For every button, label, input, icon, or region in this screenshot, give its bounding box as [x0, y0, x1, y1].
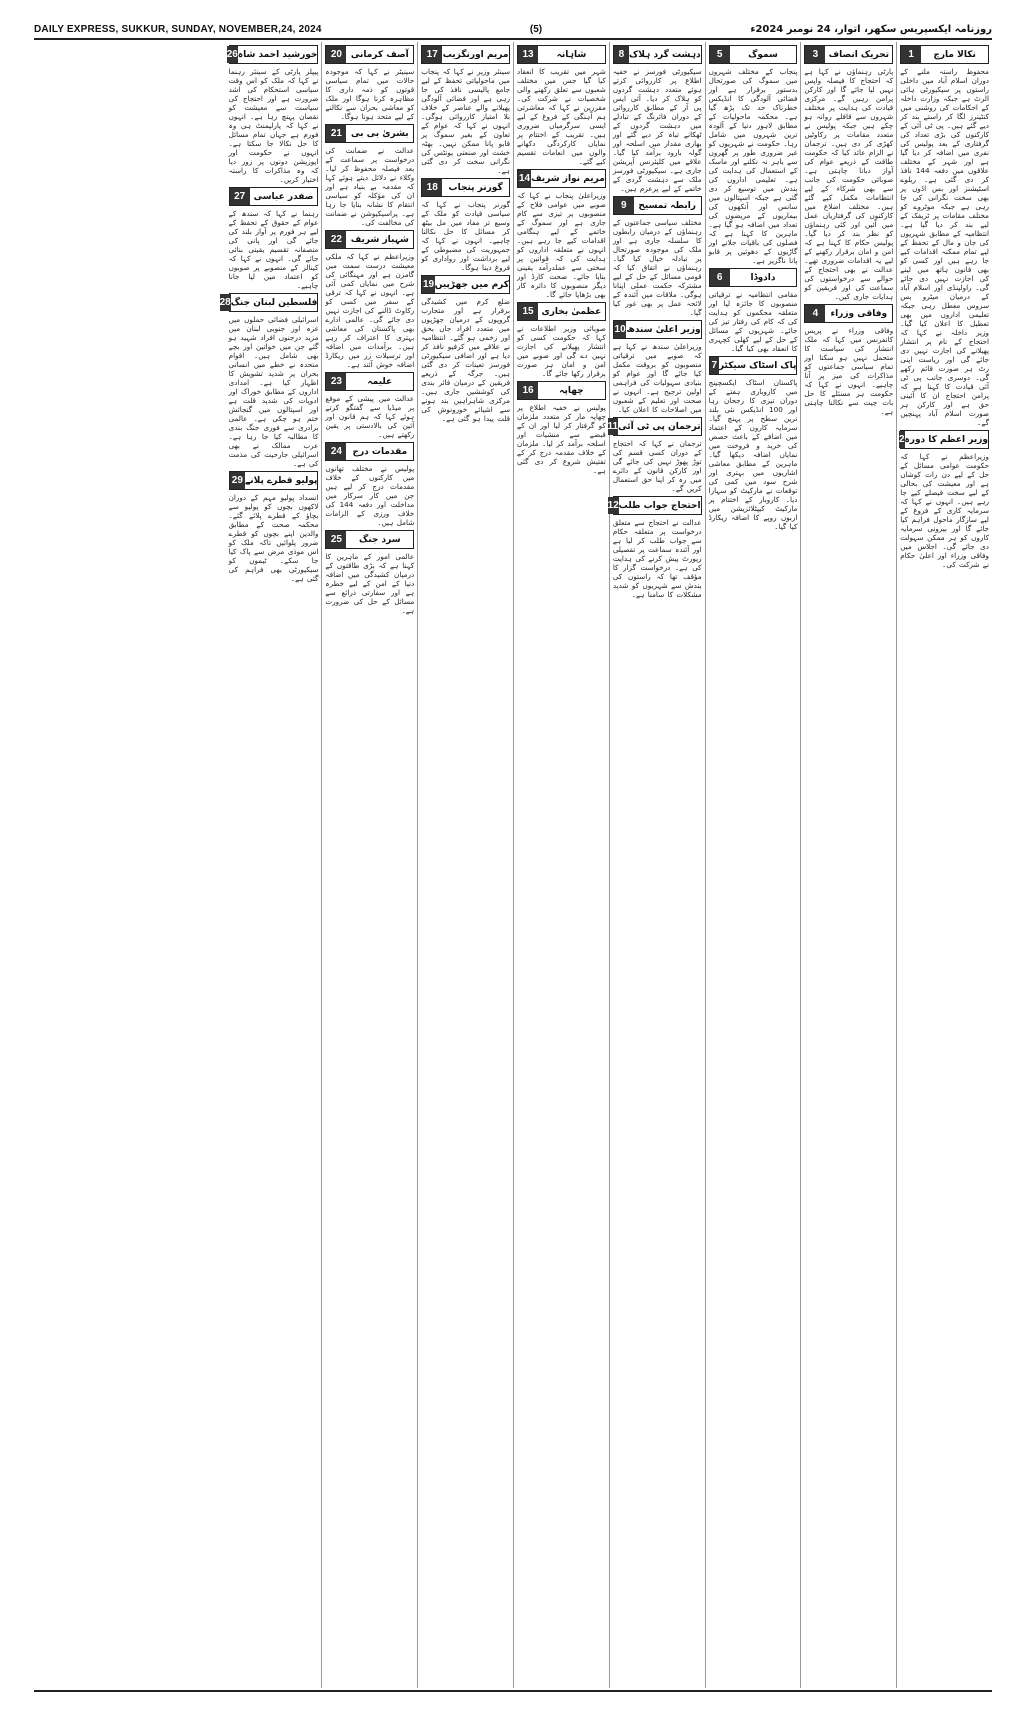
story-number-badge: 11	[608, 418, 619, 435]
story-number-badge: 20	[326, 46, 346, 63]
story-number-badge: 25	[326, 531, 346, 548]
story-title: چھاپہ	[559, 385, 584, 396]
header-english-dateline: DAILY EXPRESS, SUKKUR, SUNDAY, NOVEMBER,24, 2024	[34, 23, 322, 35]
story-title: وزیر اعلیٰ سندھ	[626, 324, 701, 335]
column-6	[417, 42, 513, 1688]
story-body-text: پولیس نے خفیہ اطلاع پر چھاپہ مار کر متعدد ملزمان کو گرفتار کر لیا اور ان کے قبضے سے منشیات اور اسلحہ برآمد کر لیا۔ ملزمان کے خلاف مقدمہ درج کر کے تفتیش شروع کر دی گئی ہے۔	[517, 403, 606, 475]
story-body-text: صوبائی وزیر اطلاعات نے کہا کہ حکومت کسی کو انتشار پھیلانے کی اجازت نہیں دے گی اور صوبے میں امن و امان ہر صورت برقرار رکھا جائے گا۔	[517, 324, 606, 378]
story-heading	[804, 45, 893, 64]
story-heading	[229, 471, 319, 490]
story-heading	[709, 268, 798, 287]
story-heading	[325, 530, 414, 549]
story-body-text: ضلع کرم میں کشیدگی برقرار ہے اور متحارب گروپوں کے درمیان جھڑپوں میں متعدد افراد جاں بحق اور زخمی ہو گئے۔ انتظامیہ نے علاقے میں کرفیو نافذ کر دیا ہے اور اضافی سیکیورٹی فورسز تعینات کر دی گئی ہیں۔ جرگہ کے ذریعے فریقین کے درمیان فائر بندی کی کوششیں جاری ہیں۔ مرکزی شاہراہیں بند ہونے سے اشیائے خورونوش کی قلت پیدا ہو گئی ہے۔	[421, 297, 511, 423]
column-4	[609, 42, 705, 1688]
story-title: شہباز شریف	[350, 234, 409, 245]
story-body-text: وزیراعلیٰ پنجاب نے کہا کہ صوبے میں عوامی فلاح کے منصوبوں پر تیزی سے کام جاری ہے اور سموگ کے خاتمے کے لیے ہنگامی اقدامات کیے جا رہے ہیں۔ انہوں نے متعلقہ اداروں کو ہدایت کی کہ قوانین پر سختی سے عملدرآمد یقینی بنایا جائے۔ صحت کارڈ اور دیگر منصوبوں کا دائرہ کار بھی بڑھایا جائے گا۔	[517, 191, 606, 299]
story-title: عظمیٰ بخاری	[541, 306, 602, 317]
story-heading	[421, 45, 510, 64]
story-heading	[517, 45, 606, 64]
story-heading	[517, 381, 606, 400]
story-number-badge: 27	[230, 188, 250, 205]
column-8	[219, 42, 322, 1688]
story-number-badge: 6	[710, 269, 730, 286]
story-body-text: پولیس نے مختلف تھانوں میں کارکنوں کے خلاف مقدمات درج کر لیے ہیں جن میں کار سرکار میں مداخلت اور دفعہ 144 کی خلاف ورزی کے الزامات شامل ہیں۔	[325, 464, 415, 527]
story-body-text: شہر میں تقریب کا انعقاد کیا گیا جس میں مختلف شعبوں سے تعلق رکھنے والی شخصیات نے شرکت کی۔ مقررین نے کہا کہ معاشرتی ہم آہنگی کے فروغ کے لیے ایسی سرگرمیاں ضروری ہیں۔ تقریب کے اختتام پر نمایاں کارکردگی دکھانے والوں میں انعامات تقسیم کیے گئے۔	[517, 67, 606, 166]
story-heading	[804, 304, 893, 323]
story-title: پولیو قطرے پلانے	[245, 475, 318, 486]
story-number-badge: 5	[710, 46, 730, 63]
story-heading	[900, 430, 989, 449]
story-number-badge: 19	[422, 276, 435, 293]
story-heading	[325, 442, 414, 461]
story-number-badge: 26	[227, 46, 238, 63]
story-number-badge: 14	[518, 170, 531, 187]
story-body-text: پیپلز پارٹی کے سینئر رہنما نے کہا کہ ملک کو اس وقت سیاسی استحکام کی اشد ضرورت ہے اور احتجاج کی سیاست سے معیشت کو نقصان پہنچ رہا ہے۔ انہوں نے کہا کہ پارلیمنٹ ہی وہ فورم ہے جہاں تمام مسائل کا حل نکالا جا سکتا ہے۔ انہوں نے حکومت اور اپوزیشن دونوں پر زور دیا کہ وہ مذاکرات کا راستہ اختیار کریں۔	[228, 67, 319, 184]
story-body-text: وزیراعلیٰ سندھ نے کہا ہے کہ صوبے میں ترقیاتی منصوبوں کو بروقت مکمل کیا جائے گا اور عوام کو بنیادی سہولیات کی فراہمی اولین ترجیح ہے۔ انہوں نے صحت اور تعلیم کے شعبوں میں اصلاحات کا اعلان کیا۔	[612, 342, 702, 414]
story-number-badge: 10	[614, 321, 627, 338]
story-number-badge: 2	[899, 431, 905, 448]
story-body-text: سینیٹر نے کہا کہ موجودہ حالات میں تمام سیاسی قوتوں کو ذمہ داری کا مظاہرہ کرنا ہوگا اور ملک کو معاشی بحران سے نکالنے کے لیے متحد ہونا ہوگا۔	[325, 67, 415, 121]
story-title: مریم نواز شریف	[531, 173, 605, 184]
story-heading	[325, 45, 414, 64]
column-3	[705, 42, 801, 1688]
story-heading	[325, 230, 414, 249]
story-heading	[325, 372, 414, 391]
story-body-text: انسداد پولیو مہم کے دوران لاکھوں بچوں کو پولیو سے بچاؤ کے قطرے پلائے گئے۔ محکمہ صحت کے مطابق والدین اپنے بچوں کو قطرے ضرور پلوائیں تاکہ ملک کو اس موذی مرض سے پاک کیا جا سکے۔ ٹیموں کو سیکیورٹی بھی فراہم کی گئی ہے۔	[228, 493, 319, 583]
story-heading	[219, 293, 319, 312]
story-title: گورنر پنجاب	[448, 182, 503, 193]
story-number-badge: 8	[614, 46, 629, 63]
story-title: احتجاج جواب طلب	[618, 500, 701, 511]
story-number-badge: 16	[518, 382, 538, 399]
story-heading	[613, 320, 702, 339]
story-heading	[226, 45, 319, 64]
story-body-text: سیکیورٹی فورسز نے خفیہ اطلاع پر کارروائی کرتے ہوئے متعدد دہشت گردوں کو ہلاک کر دیا۔ آئی ایس پی آر کے مطابق کارروائی کے دوران فائرنگ کے تبادلے میں دہشت گردوں کے ٹھکانے تباہ کر دیے گئے اور بھاری مقدار میں اسلحہ اور گولہ بارود برآمد کیا گیا۔ علاقے میں کلیئرنس آپریشن جاری ہے۔ سیکیورٹی فورسز ملک سے دہشت گردی کے خاتمے کے لیے پرعزم ہیں۔	[612, 67, 702, 193]
story-heading	[325, 124, 414, 143]
story-number-badge: 13	[518, 46, 538, 63]
story-title: مقدمات درج	[352, 446, 408, 457]
story-heading	[229, 187, 319, 206]
story-number-badge: 24	[326, 443, 346, 460]
story-heading	[709, 356, 798, 375]
story-number-badge: 7	[710, 357, 719, 374]
story-heading	[607, 417, 702, 436]
story-number-badge: 9	[614, 197, 634, 214]
story-body-text: سینئر وزیر نے کہا کہ پنجاب میں ماحولیاتی تحفظ کے لیے جامع پالیسی نافذ کی جا رہی ہے اور فضائی آلودگی پھیلانے والے عناصر کے خلاف بلا امتیاز کارروائی ہوگی۔ انہوں نے کہا کہ عوام کے تعاون کے بغیر سموگ پر قابو پانا ممکن نہیں۔ بھٹہ خشت اور صنعتی یونٹس کی نگرانی سخت کر دی گئی ہے۔	[421, 67, 511, 175]
story-title: سموگ	[748, 49, 778, 60]
story-number-badge: 18	[422, 179, 442, 196]
column-7	[321, 42, 417, 1688]
story-body-text: اسرائیلی فضائی حملوں میں غزہ اور جنوبی لبنان میں مزید درجنوں افراد شہید ہو گئے جن میں خواتین اور بچے بھی شامل ہیں۔ اقوام متحدہ نے خطے میں انسانی بحران پر شدید تشویش کا اظہار کیا ہے۔ امدادی اداروں کے مطابق خوراک اور ادویات کی شدید قلت ہے اور اسپتالوں میں گنجائش ختم ہو چکی ہے۔ عالمی برادری سے فوری جنگ بندی کا مطالبہ کیا جا رہا ہے۔ عرب ممالک نے بھی اسرائیلی جارحیت کی مذمت کی ہے۔	[228, 315, 319, 468]
story-body-text: مختلف سیاسی جماعتوں کے رہنماؤں کے درمیان رابطوں کا سلسلہ جاری ہے اور ملک کی موجودہ صورتحال پر تبادلہ خیال کیا گیا۔ رہنماؤں نے اتفاق کیا کہ قومی مسائل کے حل کے لیے مشترکہ حکمت عملی اپنانا ہوگی۔ ملاقات میں آئندہ کے لائحہ عمل پر بھی غور کیا گیا۔	[612, 218, 702, 317]
story-body-text: پارٹی رہنماؤں نے کہا ہے کہ احتجاج کا فیصلہ واپس نہیں لیا جائے گا اور کارکن پرامن رہیں گے۔ مرکزی قیادت کی ہدایت پر مختلف شہروں سے قافلے روانہ ہو چکے ہیں جبکہ پولیس نے متعدد مقامات پر رکاوٹیں کھڑی کر دی ہیں۔ ترجمان نے الزام عائد کیا کہ حکومت طاقت کے ذریعے عوام کی آواز دبانا چاہتی ہے۔ صوبائی حکومت کی جانب سے بھی شرکاء کے لیے انتظامات مکمل کیے گئے ہیں۔ مختلف اضلاع میں کارکنوں کی گرفتاریاں عمل میں آئیں اور کئی رہنماؤں کو نظر بند کر دیا گیا۔ پولیس حکام کا کہنا ہے کہ امن و امان برقرار رکھنے کے لیے یہ اقدامات ضروری تھے۔ عدالت نے بھی احتجاج کے حوالے سے درخواستوں کی سماعت کی اور فریقین کو ہدایات جاری کیں۔	[804, 67, 894, 301]
story-body-text: عدالت میں پیشی کے موقع پر میڈیا سے گفتگو کرتے ہوئے کہا کہ ہم قانون اور آئین کی بالادستی پر یقین رکھتے ہیں۔	[325, 394, 415, 439]
story-heading	[517, 169, 606, 188]
story-number-badge: 22	[326, 231, 346, 248]
bottom-rule	[34, 1690, 992, 1692]
story-title: دہشت گرد ہلاک	[628, 49, 701, 60]
story-number-badge: 23	[326, 373, 346, 390]
story-title: دادوڈا	[750, 272, 776, 283]
story-number-badge: 17	[422, 46, 442, 63]
story-title: بشریٰ بی بی	[351, 128, 409, 139]
story-title: علیمہ	[367, 376, 393, 387]
story-body-text: گورنر پنجاب نے کہا کہ سیاسی قیادت کو ملک کے وسیع تر مفاد میں مل بیٹھ کر مسائل کا حل نکالنا چاہیے۔ انہوں نے کہا کہ جمہوریت کی مضبوطی کے لیے برداشت اور رواداری کو فروغ دینا ہوگا۔	[421, 200, 511, 272]
story-title: وفاقی وزراء	[830, 308, 888, 319]
story-body-text: رہنما نے کہا کہ سندھ کے عوام کے حقوق کے تحفظ کے لیے ہر فورم پر آواز بلند کی جائے گی اور پانی کی منصفانہ تقسیم یقینی بنائی جائے گی۔ انہوں نے کہا کہ کینالز کے منصوبے پر صوبوں کو اعتماد میں لیا جانا چاہیے۔	[228, 209, 319, 290]
story-number-badge: 15	[518, 303, 538, 320]
story-body-text: وزیراعظم نے کہا کہ ملکی معیشت درست سمت میں گامزن ہے اور مہنگائی کی شرح میں نمایاں کمی آئی ہے۔ انہوں نے کہا کہ ترقی کے سفر میں کسی کو رکاوٹ ڈالنے کی اجازت نہیں دی جائے گی۔ عالمی ادارے بھی پاکستان کی معاشی بہتری کا اعتراف کر رہے ہیں۔ برآمدات میں اضافہ اور ترسیلات زر میں ریکارڈ اضافہ خوش آئند ہے۔	[325, 252, 415, 369]
story-body-text: عدالت نے احتجاج سے متعلق درخواست پر متعلقہ حکام سے جواب طلب کر لیا ہے اور آئندہ سماعت پر تفصیلی رپورٹ پیش کرنے کی ہدایت کی ہے۔ درخواست گزار کا مؤقف تھا کہ راستوں کی بندش سے شہریوں کو شدید مشکلات کا سامنا ہے۔	[612, 518, 702, 599]
story-number-badge: 1	[901, 46, 921, 63]
story-heading	[421, 275, 510, 294]
story-title: صفدر عباسی	[253, 191, 314, 202]
story-number-badge: 4	[805, 305, 825, 322]
story-body-text: وفاقی وزراء نے پریس کانفرنس میں کہا کہ ملک انتشار کی سیاست کا متحمل نہیں ہو سکتا اور تمام سیاسی جماعتوں کو مذاکرات کی میز پر آنا چاہیے۔ انہوں نے کہا کہ حکومت ہر مسئلے کا حل بات چیت سے نکالنا چاہتی ہے۔	[804, 326, 894, 416]
story-title: سرد جنگ	[359, 534, 401, 545]
story-number-badge: 12	[608, 497, 619, 514]
story-number-badge: 29	[230, 472, 245, 489]
story-heading	[900, 45, 989, 64]
story-number-badge: 28	[220, 294, 231, 311]
story-heading	[517, 302, 606, 321]
story-title: مریم اورنگزیب	[442, 49, 509, 60]
story-body-text: مقامی انتظامیہ نے ترقیاتی منصوبوں کا جائزہ لیا اور متعلقہ محکموں کو ہدایت کی کہ کام کی رفتار تیز کی جائے۔ شہریوں کے مسائل کے حل کے لیے کھلی کچہری کا انعقاد بھی کیا گیا۔	[708, 290, 798, 353]
story-title: وزیر اعظم کا دورہ	[904, 434, 988, 445]
story-body-text: عدالت نے ضمانت کی درخواست پر سماعت کے بعد فیصلہ محفوظ کر لیا۔ وکلاء نے دلائل دیتے ہوئے کہا کہ مقدمہ بے بنیاد ہے اور ان کی مؤکلہ کو سیاسی انتقام کا نشانہ بنایا جا رہا ہے۔ پراسیکیوشن نے ضمانت کی مخالفت کی۔	[325, 146, 415, 227]
story-title: آصف کرمانی	[350, 49, 409, 60]
story-title: تحریک انصاف	[828, 49, 889, 60]
story-heading	[607, 496, 702, 515]
story-heading	[709, 45, 798, 64]
story-title: ترجمان پی ٹی آئی	[618, 421, 701, 432]
story-body-text: پاکستان اسٹاک ایکسچینج میں کاروباری ہفتے کے دوران تیزی کا رجحان رہا اور 100 انڈیکس نئی بلند ترین سطح پر پہنچ گیا۔ سرمایہ کاروں کے اعتماد میں اضافے کے باعث حصص کی خرید و فروخت میں نمایاں اضافہ دیکھا گیا۔ ماہرین کے مطابق معاشی اشاریوں میں بہتری اور شرح سود میں کمی کی توقعات نے مارکیٹ کو سہارا دیا۔ کاروبار کے اختتام پر مارکیٹ کیپٹلائزیشن میں اربوں روپے کا اضافہ ریکارڈ کیا گیا۔	[708, 378, 798, 531]
story-title: خورشید احمد شاہ	[237, 49, 318, 60]
story-heading	[613, 45, 702, 64]
story-body-text: پنجاب کے مختلف شہروں میں سموگ کی صورتحال بدستور برقرار ہے اور فضائی آلودگی کا انڈیکس خطرناک حد تک بڑھ گیا ہے۔ محکمہ ماحولیات کے مطابق لاہور دنیا کے آلودہ ترین شہروں میں شامل رہا۔ حکومت نے شہریوں کو غیر ضروری طور پر گھروں سے باہر نہ نکلنے اور ماسک کے استعمال کی ہدایت کی ہے۔ تعلیمی اداروں کی بندش میں توسیع کر دی گئی ہے جبکہ اسپتالوں میں سانس اور آنکھوں کی بیماریوں کے مریضوں کی تعداد میں اضافہ ہو گیا ہے۔ ماہرین کا کہنا ہے کہ فصلوں کی باقیات جلانے اور گاڑیوں کے دھوئیں پر قابو پانا ناگزیر ہے۔	[708, 67, 798, 265]
header-urdu-dateline: روزنامہ ایکسپریس سکھر، اتوار، 24 نومبر 2024ء	[750, 23, 992, 35]
story-title: پاک اسٹاک سیکٹر	[718, 360, 797, 371]
story-body-text: عالمی امور کے ماہرین کا کہنا ہے کہ بڑی طاقتوں کے درمیان کشیدگی میں اضافہ دنیا کے امن کے لیے خطرہ ہے اور سفارتی ذرائع سے مسائل کے حل کی ضرورت ہے۔	[325, 552, 415, 615]
story-title: فلسطین لبنان جنگ	[230, 297, 318, 308]
story-title: نکالا مارچ	[933, 49, 976, 60]
story-body-text: وزیراعظم نے کہا کہ حکومت عوامی مسائل کے حل کے لیے دن رات کوشاں ہے اور معیشت کی بحالی کے لیے سخت فیصلے کیے جا رہے ہیں۔ انہوں نے کہا کہ سرمایہ کاری کے فروغ کے لیے سازگار ماحول فراہم کیا جائے گا اور بیرونی سرمایہ کاروں کو ہر ممکن سہولت دی جائے گی۔ اجلاس میں وفاقی وزراء اور اعلیٰ حکام نے شرکت کی۔	[900, 452, 989, 569]
story-number-badge: 21	[326, 125, 346, 142]
column-1	[896, 42, 992, 1688]
story-number-badge: 3	[805, 46, 825, 63]
story-heading	[421, 178, 510, 197]
story-body-text: محفوظ راستہ ملنے کے دوران اسلام آباد میں داخلی راستوں پر سیکیورٹی ہائی الرٹ ہے جبکہ وزارت داخلہ کے احکامات کی روشنی میں کنٹینرز لگا کر راستے بند کر دیے گئے ہیں۔ پی ٹی آئی کے کارکنوں کی بڑی تعداد کی گرفتاری کے بعد پولیس کی نفری میں اضافہ کر دیا گیا ہے اور شہر کے مختلف علاقوں میں دفعہ 144 نافذ کر دی گئی ہے۔ ریلوے اسٹیشنز اور بس اڈوں پر بھی سخت نگرانی کی جا رہی ہے جبکہ موٹروے کو مختلف مقامات پر ٹریفک کے لیے بند کر دیا گیا ہے۔ انتظامیہ کے مطابق شہریوں کی جان و مال کے تحفظ کے لیے تمام ممکنہ اقدامات کیے جا رہے ہیں اور کسی کو بھی قانون ہاتھ میں لینے کی اجازت نہیں دی جائے گی۔ راولپنڈی اور اسلام آباد کے درمیان میٹرو بس سروس معطل رہی جبکہ تعلیمی اداروں میں بھی تعطیل کا اعلان کیا گیا۔ وزیر داخلہ نے کہا کہ احتجاج کے نام پر انتشار پھیلانے کی اجازت نہیں دی جائے گی اور ریاست اپنی رٹ ہر صورت قائم رکھے گی۔ دوسری جانب پی ٹی آئی قیادت کا کہنا ہے کہ پرامن احتجاج ان کا آئینی حق ہے اور کارکن ہر صورت اسلام آباد پہنچیں گے۔	[900, 67, 990, 427]
story-title: کرم میں جھڑپیں	[434, 279, 510, 290]
column-5	[513, 42, 609, 1688]
story-title: رابطہ تمسیح	[638, 200, 696, 211]
story-title: شاہانہ	[556, 49, 587, 60]
story-heading	[613, 196, 702, 215]
page-header	[34, 20, 992, 40]
story-body-text: ترجمان نے کہا کہ احتجاج کے دوران کسی قسم کی توڑ پھوڑ نہیں کی جائے گی اور کارکن قانون کے دائرے میں رہ کر اپنا حق استعمال کریں گے۔	[612, 439, 702, 493]
newspaper-page	[34, 42, 992, 1688]
header-page-number: (5)	[529, 23, 543, 35]
column-2	[800, 42, 896, 1688]
